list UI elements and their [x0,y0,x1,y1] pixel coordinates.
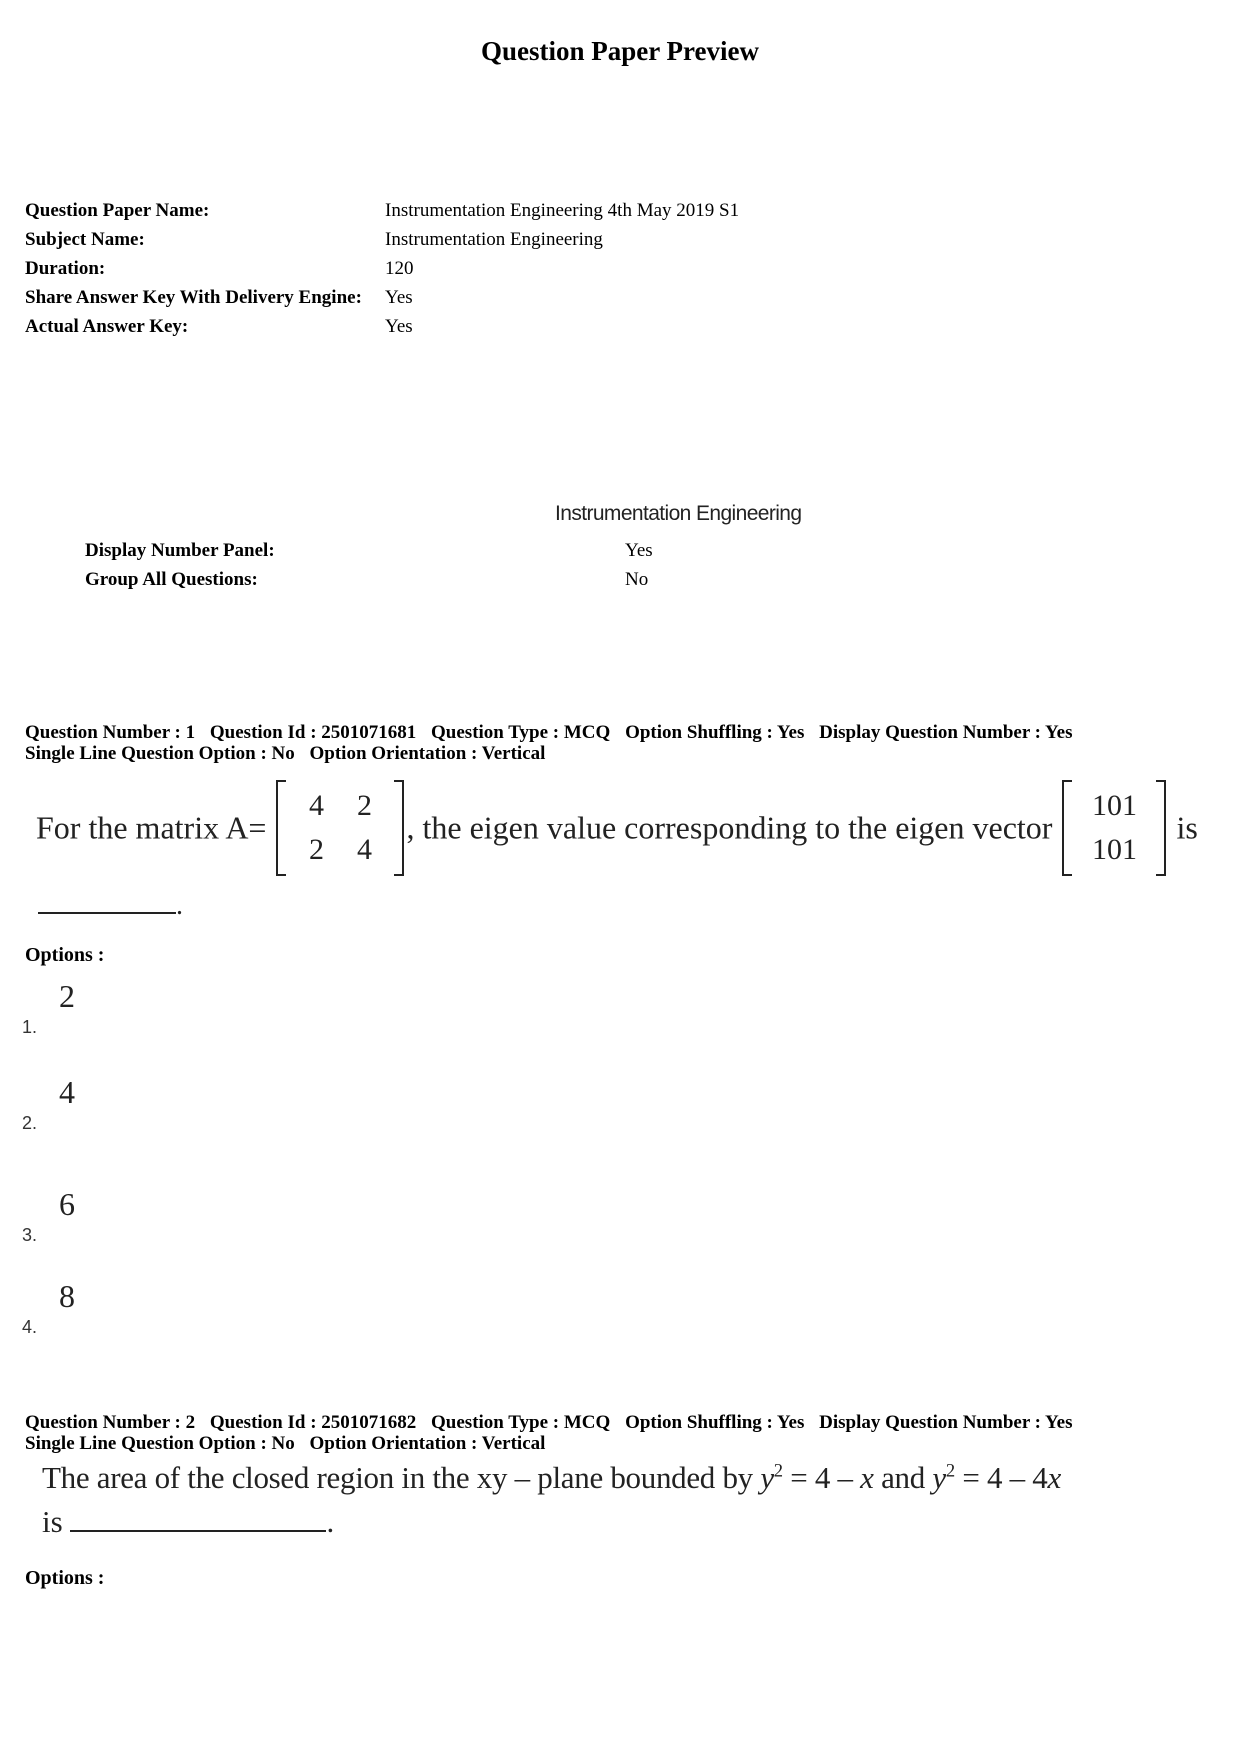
option-number: 3. [22,1225,38,1245]
answer-blank [70,1500,326,1532]
question-text [36,780,1216,876]
section-property-value: No [625,569,649,590]
page-title: Question Paper Preview [481,36,759,66]
display-question-number: Display Question Number : Yes [819,1412,1073,1433]
options-label: Options : [25,1567,105,1589]
question-number: Question Number : 1 [25,722,196,743]
equation-variable: y [932,1460,946,1495]
vector-bracket-left [1062,780,1072,876]
paper-info-label: Subject Name: [25,229,145,250]
equation-exponent: 2 [773,1460,783,1482]
display-question-number: Display Question Number : Yes [819,722,1073,743]
question-text-part: For the matrix A= [36,809,267,846]
question-id: Question Id : 2501071681 [209,722,417,743]
option-item [22,1074,222,1134]
paper-info-row [25,258,1125,279]
matrix-cell: 2 [356,789,372,822]
paper-info-row [25,229,1125,250]
option-orientation: Option Orientation : Vertical [309,743,546,764]
vector-cell: 101 [1091,833,1137,866]
option-value: 6 [59,1186,75,1222]
option-number: 2. [22,1113,38,1133]
question-number: Question Number : 2 [25,1412,196,1433]
vector-cells [1072,784,1156,872]
equation-variable: y [760,1460,774,1495]
question-id: Question Id : 2501071682 [209,1412,417,1433]
question-header-line [25,743,1225,764]
equation-variable: x [860,1460,874,1495]
question-text-part: is [42,1504,63,1539]
section-title: Instrumentation Engineering [555,502,802,525]
paper-info-label: Question Paper Name: [25,200,210,221]
matrix-cell: 4 [356,833,372,866]
question-text-part: , the eigen value corresponding to the eigen vector [406,809,1053,846]
section-property-row [85,540,653,561]
section-property-label: Group All Questions: [85,569,258,590]
option-item [22,1278,222,1338]
single-line-option: Single Line Question Option : No [25,743,295,764]
paper-info-label: Share Answer Key With Delivery Engine: [25,287,362,308]
paper-info-value: Yes [385,316,413,337]
section-property-label: Display Number Panel: [85,540,275,561]
option-item [22,978,222,1038]
question-text-part: is [1176,809,1198,846]
section-property-row [85,569,653,590]
paper-info-row [25,287,1125,308]
equation-part: = 4 – [782,1460,861,1495]
paper-info [25,200,1125,345]
question-text [42,1460,1212,1496]
answer-blank [38,880,176,914]
option-orientation: Option Orientation : Vertical [309,1433,546,1454]
section-property-value: Yes [625,540,653,561]
answer-blank-line: is . [42,1500,334,1540]
option-value: 2 [59,978,75,1014]
question-type: Question Type : MCQ [431,1412,611,1433]
question-header-line [25,1433,1225,1454]
paper-info-value: Instrumentation Engineering 4th May 2019 S1 [385,200,740,221]
matrix-bracket-right [394,780,404,876]
question-type: Question Type : MCQ [431,722,611,743]
question-header-line [25,722,1225,743]
question-header [25,1412,1225,1454]
matrix-cells [286,784,394,872]
option-item [22,1186,222,1246]
equation-part: = 4 – 4 [954,1460,1048,1495]
option-value: 8 [59,1278,75,1314]
matrix-a [276,780,404,876]
options-label: Options : [25,944,105,966]
single-line-option: Single Line Question Option : No [25,1433,295,1454]
question-header-line [25,1412,1225,1433]
question-header [25,722,1225,764]
paper-info-label: Actual Answer Key: [25,316,189,337]
vector-bracket-right [1156,780,1166,876]
option-shuffling: Option Shuffling : Yes [625,722,805,743]
question-text-part: and [873,1460,933,1495]
paper-info-row [25,200,1125,221]
option-shuffling: Option Shuffling : Yes [625,1412,805,1433]
option-value: 4 [59,1074,75,1110]
paper-info-value: Instrumentation Engineering [385,229,603,250]
equation-exponent: 2 [945,1460,955,1482]
section-properties [85,540,653,598]
paper-info-value: 120 [385,258,414,279]
vector-cell: 101 [1091,789,1137,822]
matrix-cell: 2 [308,833,324,866]
option-number: 1. [22,1017,38,1037]
equation-variable: x [1047,1460,1061,1495]
paper-info-label: Duration: [25,258,106,279]
eigen-vector [1062,780,1166,876]
paper-info-row [25,316,1125,337]
paper-info-value: Yes [385,287,413,308]
matrix-cell: 4 [308,789,324,822]
question-text-part: The area of the closed region in the xy – plane bounded by [42,1460,761,1495]
matrix-bracket-left [276,780,286,876]
answer-blank-line: . [38,880,183,922]
option-number: 4. [22,1317,38,1337]
